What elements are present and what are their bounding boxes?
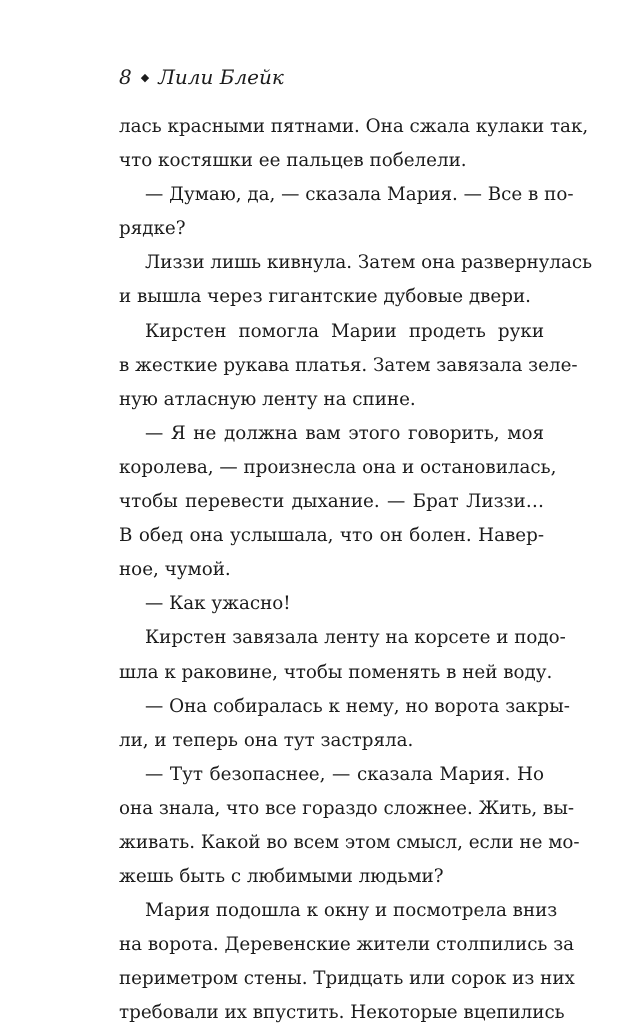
text-line: чтобы перевести дыхание. — Брат Лиззи… (119, 491, 544, 513)
text-line: она знала, что все гораздо сложнее. Жить, вы- (119, 797, 575, 819)
text-line: ли, и теперь она тут застряла. (119, 729, 414, 751)
running-header (119, 64, 284, 91)
text-line: королева, — произнесла она и остановилась, (119, 456, 557, 478)
text-line: — Тут безопаснее, — сказала Мария. Но (145, 763, 544, 785)
text-line: живать. Какой во всем этом смысл, если не мо- (119, 831, 580, 853)
text-line: В обед она услышала, что он болен. Навер- (119, 525, 544, 547)
text-line: и вышла через гигантские дубовые двери. (119, 286, 531, 308)
text-line: Кирстен помогла Марии продеть руки (145, 320, 544, 342)
text-line: в жесткие рукава платья. Затем завязала зеле- (119, 354, 578, 376)
text-line: Мария подошла к окну и посмотрела вниз (145, 900, 558, 922)
text-line: — Я не должна вам этого говорить, моя (145, 422, 544, 444)
diamond-separator-icon: ◆ (140, 71, 150, 84)
text-line: периметром стены. Тридцать или сорок из них (119, 968, 575, 990)
text-line: жешь быть с любимыми людьми? (119, 866, 444, 888)
text-line: шла к раковине, чтобы поменять в ней воду. (119, 661, 553, 683)
text-line: на ворота. Деревенские жители столпились за (119, 934, 575, 956)
text-line: Лиззи лишь кивнула. Затем она развернулась (145, 252, 593, 274)
text-line: ное, чумой. (119, 559, 231, 581)
body-text (119, 110, 593, 1031)
author-name: Лили Блейк (158, 65, 284, 89)
page-number: 8 (119, 65, 132, 89)
text-line: ную атласную ленту на спине. (119, 388, 416, 410)
text-line: — Думаю, да, — сказала Мария. — Все в по- (145, 184, 574, 206)
text-line: — Она собиралась к нему, но ворота закры- (145, 695, 570, 717)
text-line: что костяшки ее пальцев побелели. (119, 150, 467, 172)
text-line: рядке? (119, 218, 186, 240)
text-line: лась красными пятнами. Она сжала кулаки так, (119, 116, 589, 137)
text-line: — Как ужасно! (145, 593, 291, 615)
text-line: требовали их впустить. Некоторые вцепились (119, 1002, 565, 1024)
text-line: Кирстен завязала ленту на корсете и подо- (145, 627, 566, 649)
